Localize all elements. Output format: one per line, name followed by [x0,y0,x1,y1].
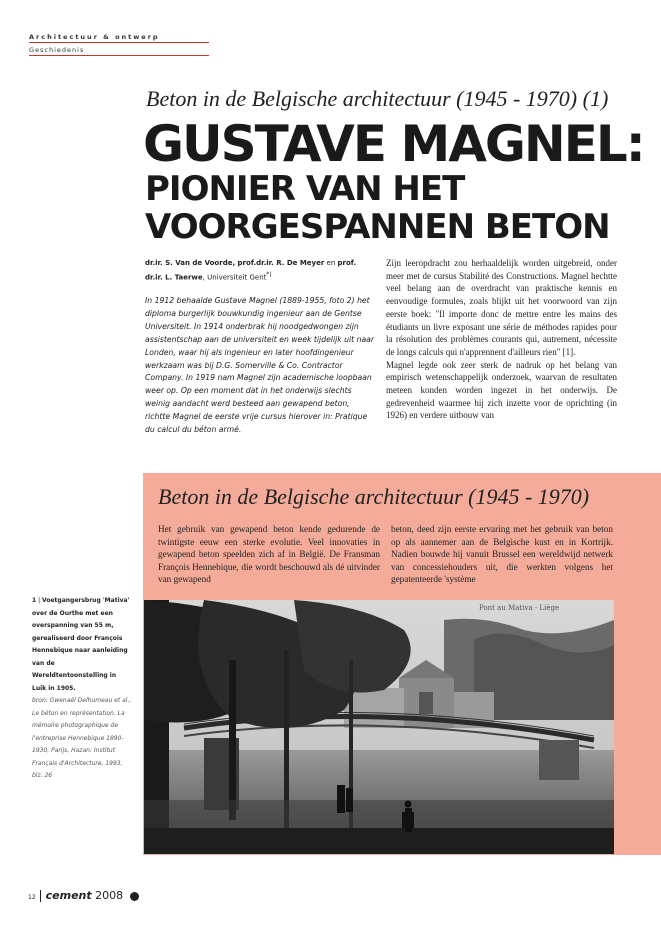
body-paragraph: Zijn leeropdracht zou herhaaldelijk worden uitgebreid, onder meer met de cursus Stabilité des Constructions. Magnel hechtte veel belang aan de overdracht van praktische kennis en eenvoudige formules, zoals blijkt uit het voorwoord van zijn eerste boek: "Il importe donc de mettre entre les mains des étudiants un livre exposant une série de méthodes rapides pour la résolution des problèmes courants qui, autrement, nécessite de longs calculs qui n'apprennent d'ailleurs rien" [1]. [386,258,617,357]
footer-divider [40,890,41,902]
article-title: GUSTAVE MAGNEL: [143,115,644,173]
header-rule-bottom [29,55,209,56]
magazine-logo-icon [130,892,139,901]
magazine-year: 2008 [95,889,124,902]
caption-divider: | [38,597,43,604]
section-label: Architectuur & ontwerp [29,33,160,41]
intro-paragraph: In 1912 behaalde Gustave Magnel (1889-1955, foto 2) het diploma burgerlijk bouwkundig ingenieur aan de Gentse Universiteit. In 1914 onderbrak hij noodgedwongen zijn assistentschap aan de universiteit en week tijdelijk uit naar Londen, waar hij als ingenieur en later hoofdingenieur werkzaam was bij D.G. Somerville & Co. Contractor Company. In 1919 nam Magnel zijn academische loopbaan weer op. Op een moment dat in het onderwijs slechts weinig aandacht werd besteed aan gewapend beton, richtte Magnel de eerste vrije cursus hierover in: Pratique du calcul du béton armé. [145,296,375,435]
page-footer [28,889,139,902]
body-column-right [386,257,617,422]
figure-caption [32,595,132,783]
bridge-photo [144,600,614,854]
subtitle-line-1: PIONIER VAN HET [145,169,465,209]
body-paragraph: Magnel legde ook zeer sterk de nadruk op het belang van empirisch wetenschappelijk onderzoek, waarvan de resultaten meteen konden worden ingezet in het onderwijs. De gedrevenheid waarmee hij zich inzette voor de oprichting (in 1926) en verdere uitbouw van [386,359,617,421]
author-footnote-mark: *) [266,272,272,278]
caption-number: 1 [32,597,37,604]
header-rule-top [29,42,209,43]
caption-text: Voetgangersbrug 'Mativa' over de Ourthe met een overspanning van 55 m, gerealiseerd door François Hennebique naar aanleiding van de Wereldtentoonstelling in Luik in 1905. [32,597,130,692]
subsection-label: Geschiedenis [29,46,85,54]
series-kicker: Beton in de Belgische architectuur (1945 - 1970) (1) [146,86,609,111]
author-names-2: prof. dr.ir. L. Taerwe [145,259,357,282]
photo-inscription: Pont au Mativa - Liège [479,604,560,612]
magazine-name: cement [45,889,92,902]
article-subtitle [145,170,610,246]
author-line [145,257,373,283]
author-names-1: dr.ir. S. Van de Voorde, prof.dr.ir. R. De Meyer [145,259,325,267]
page-number: 12 [28,894,36,901]
box-column-left: Het gebruik van gewapend beton kende gedurende de twintigste eeuw een sterke evolutie. Veel innovaties in gewapend beton speelden zich af in België. De Fransman François Hennebique, die wordt beschouwd als dé uitvinder van gewapend [158,524,380,585]
box-column-right: beton, deed zijn eerste ervaring met het gebruik van beton op als aannemer aan de Belgische kust en in Kortrijk. Nadien bouwde hij vanuit Brussel een wereldwijd netwerk van concessiehouders uit, die werkten volgens het gepatenteerde 'système [391,524,613,585]
box-title: Beton in de Belgische architectuur (1945 - 1970) [158,484,590,509]
caption-source: bron: Gwenaël Delhumeau et al., Le béton en représentation. La mémoire photographique de l'entreprise Hennebique 1890-1930, Parijs, Hazan: Institut Français d'Architecture, 1993, blz. 26 [32,697,132,779]
subtitle-line-2: VOORGESPANNEN BETON [145,207,610,247]
author-affiliation: , Universiteit Gent [202,273,267,282]
author-and: en [324,259,338,267]
bridge-photo-illustration [144,600,614,854]
